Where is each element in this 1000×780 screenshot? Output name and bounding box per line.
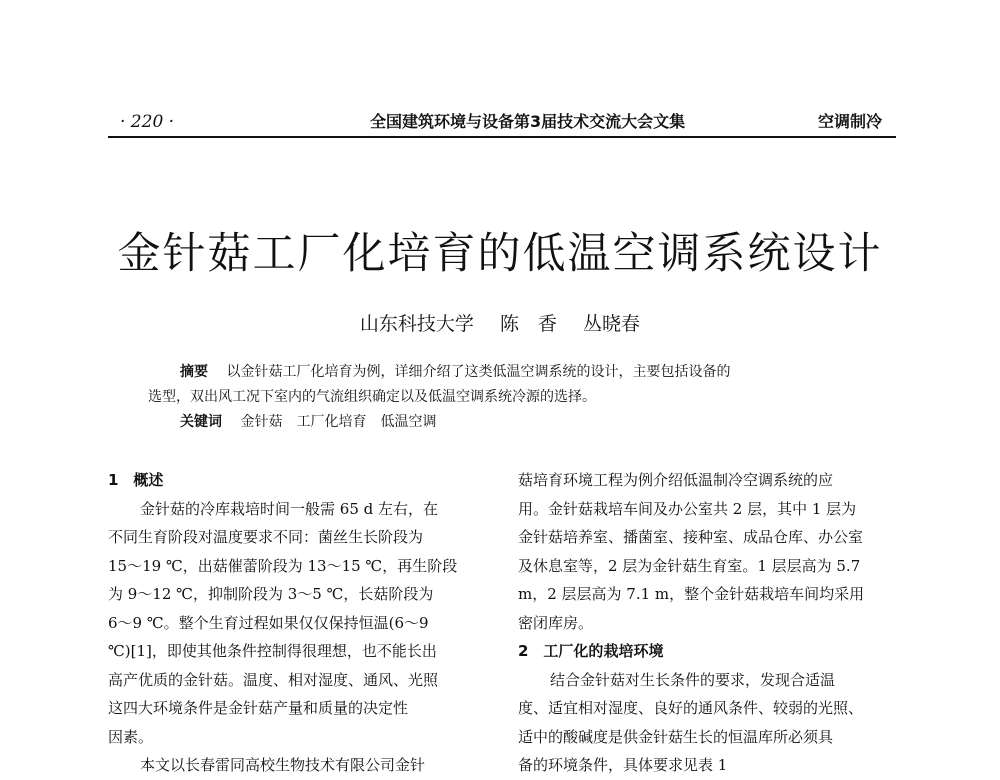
section-heading: 2 工厂化的栽培环境 (518, 642, 664, 660)
affiliation: 山东科技大学 (359, 313, 474, 335)
body-line: 用。金针菇栽培车间及办公室共 2 层，其中 1 层为 (518, 499, 857, 518)
abstract-label: 摘要 (180, 364, 208, 380)
keywords-label: 关键词 (180, 414, 222, 430)
running-header (108, 108, 896, 138)
abstract (148, 360, 866, 435)
body-line: 及休息室等，2 层为金针菇生育室。1 层层高为 5.7 (518, 556, 861, 575)
body-line: ℃)[1]，即使其他条件控制得很理想，也不能长出 (108, 642, 437, 660)
body-line: 适中的酸碱度是供金针菇生长的恒温库所必须具 (518, 727, 834, 746)
section-name: 空调制冷 (817, 112, 882, 131)
author-name: 丛晓春 (583, 313, 641, 335)
body-line: 金针菇的冷库栽培时间一般需 65 d 左右，在 (140, 499, 438, 518)
section-heading: 1 概述 (108, 471, 164, 489)
body-line: 菇培育环境工程为例介绍低温制冷空调系统的应 (518, 471, 834, 489)
conference-title: 全国建筑环境与设备第3届技术交流大会文集 (370, 112, 686, 131)
body-line: m，2 层层高为 7.1 m，整个金针菇栽培车间均采用 (518, 585, 865, 603)
abstract-line (148, 360, 866, 385)
author-name: 陈 香 (499, 313, 557, 335)
body-line: 不同生育阶段对温度要求不同：菌丝生长阶段为 (108, 528, 424, 546)
right-column (518, 466, 898, 780)
keywords-line (148, 410, 866, 435)
body-line: 6～9 ℃。整个生育过程如果仅仅保持恒温(6～9 (108, 613, 429, 632)
left-column (108, 466, 488, 780)
body-line: 备的环境条件，具体要求见表 1 (518, 756, 728, 774)
keywords-text: 金针菇 工厂化培育 低温空调 (240, 414, 437, 430)
body-line: 高产优质的金针菇。温度、相对湿度、通风、光照 (108, 670, 439, 689)
body-line: 结合金针菇对生长条件的要求，发现合适温 (550, 670, 836, 689)
page-number: · 220 · (120, 112, 175, 132)
abstract-line (148, 385, 866, 410)
author-line (0, 311, 1000, 337)
paper-title: 金针菇工厂化培育的低温空调系统设计 (117, 229, 883, 279)
body-line: 为 9～12 ℃，抑制阶段为 3～5 ℃，长菇阶段为 (108, 585, 434, 603)
body-line: 密闭库房。 (518, 613, 594, 632)
body-line: 金针菇培养室、播菌室、接种室、成品仓库、办公室 (518, 528, 864, 546)
body-line: 本文以长春雷同高校生物技术有限公司金针 (140, 756, 426, 774)
body-line: 这四大环境条件是金针菇产量和质量的决定性 (108, 699, 409, 717)
abstract-text: 选型，双出风工况下室内的气流组织确定以及低温空调系统冷源的选择。 (148, 389, 596, 405)
abstract-text: 以金针菇工厂化培育为例，详细介绍了这类低温空调系统的设计，主要包括设备的 (226, 364, 731, 380)
body-line: 度、适宜相对湿度、良好的通风条件、较弱的光照、 (518, 699, 864, 717)
body-line: 因素。 (108, 727, 154, 746)
body-line: 15～19 ℃，出菇催蕾阶段为 13～15 ℃，再生阶段 (108, 556, 458, 575)
